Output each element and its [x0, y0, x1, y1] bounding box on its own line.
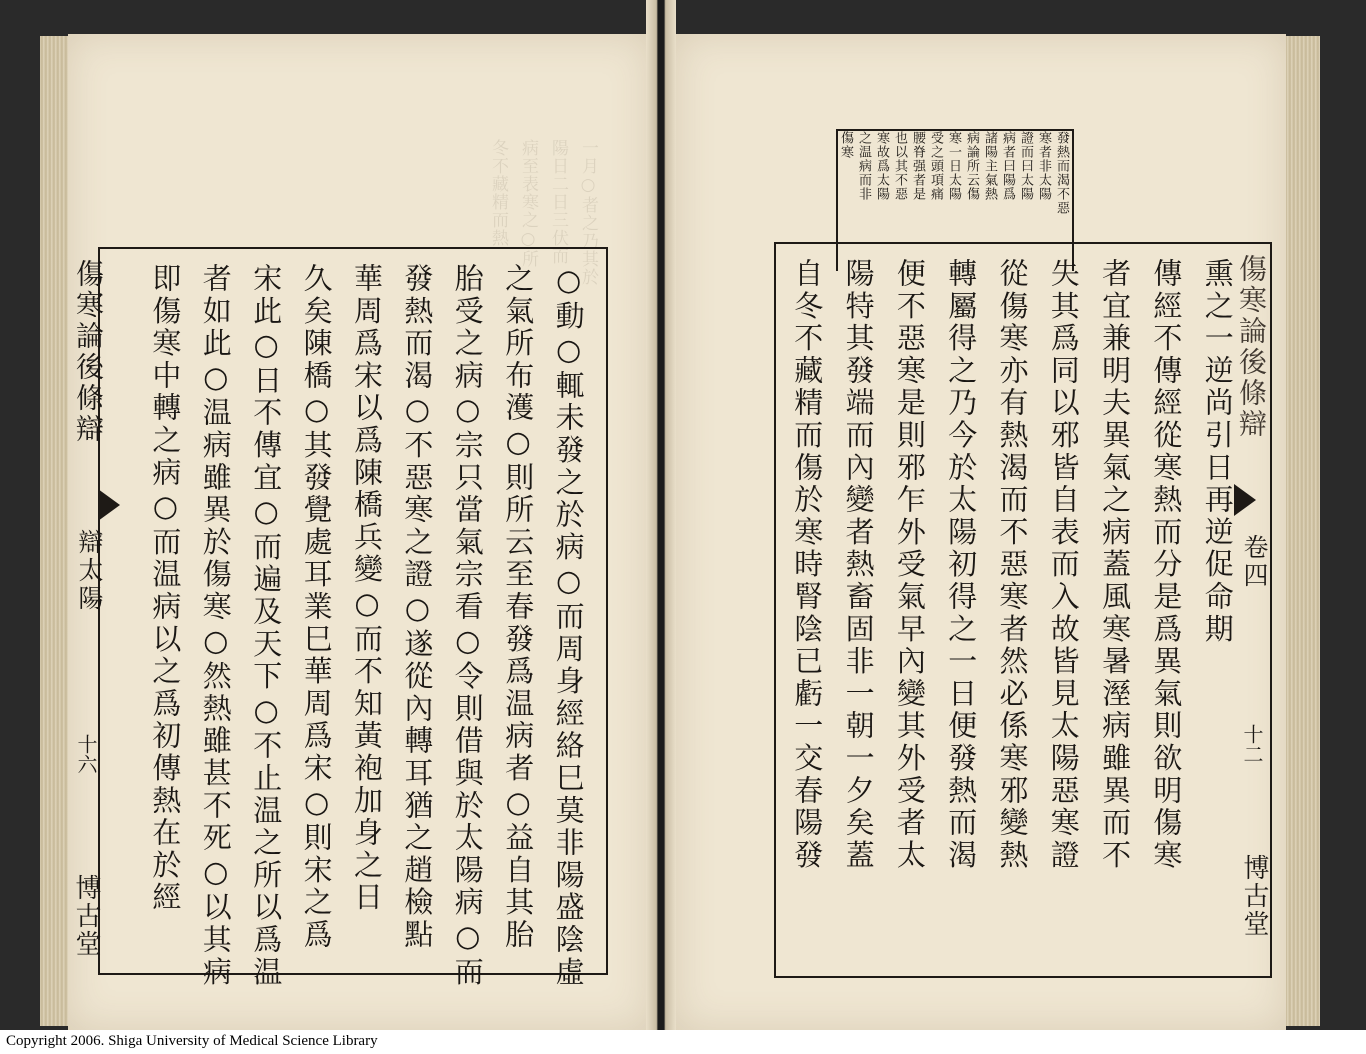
- right-head-note-9: 腰脊强者是: [910, 131, 925, 201]
- right-text-column-3: 者宜兼明夫異氣之病蓋風寒暑溼病雖異而不: [1098, 258, 1133, 872]
- left-text-column-7: 宋此○日不傳宜○而遍及天下○不止温之所以爲温: [249, 263, 284, 989]
- left-page-frame: [98, 247, 608, 989]
- left-margin-title: 傷寒論後條辯: [72, 259, 105, 445]
- left-text-column-3: 胎受之病○宗只當氣宗看○令則借與於太陽病○而: [450, 263, 485, 989]
- right-text-column-9: 自冬不藏精而傷於寒時腎陰已虧一交春陽發: [790, 258, 825, 872]
- left-publisher: 博古堂: [71, 874, 101, 958]
- left-text-column-6: 久矣陳橋○其發覺處耳業巳華周爲宋○則宋之爲: [299, 263, 334, 952]
- left-bleed-column-1: 一月○者之乃其於: [578, 139, 598, 286]
- left-text-column-9: 即傷寒中轉之病○而温病以之爲初傳熱在於經: [148, 263, 183, 914]
- right-head-note-12: 之温病而非: [856, 131, 871, 201]
- right-head-note-8: 受之頭項痛: [928, 131, 943, 201]
- left-page-number: 十六: [74, 734, 98, 774]
- left-section-label: 辯太陽: [75, 529, 104, 613]
- left-text-column-2: 之氣所布濩○則所云至春發爲温病者○益自其胎: [501, 263, 536, 952]
- right-page-edges: [1280, 36, 1320, 1026]
- right-head-note-4: 病者曰陽爲: [1000, 131, 1015, 201]
- right-page-number: 十二: [1240, 724, 1264, 764]
- right-text-column-5: 從傷寒亦有熱渴而不惡寒者然必係寒邪變熱: [995, 258, 1030, 872]
- right-text-column-8: 陽特其發端而內變者熱畜固非一朝一夕矣蓋: [841, 258, 876, 872]
- book-spine: [646, 0, 676, 1030]
- right-head-note-1: 發熱而渴不惡: [1054, 131, 1069, 215]
- right-text-column-2: 傳經不傳經從寒熱而分是爲異氣則欲明傷寒: [1149, 258, 1184, 872]
- right-text-column-7: 便不惡寒是則邪乍外受氣早內變其外受者太: [892, 258, 927, 872]
- right-head-note-7: 寒一日太陽: [946, 131, 961, 201]
- right-page-frame: [774, 242, 1272, 978]
- right-head-note-5: 諸陽主氣熱: [982, 131, 997, 201]
- right-head-note-11: 寒故爲太陽: [874, 131, 889, 201]
- left-bleed-column-4: 冬不藏精而熱: [488, 139, 508, 247]
- right-text-column-4: 失其爲同以邪皆自表而入故皆見太陽惡寒證: [1046, 258, 1081, 872]
- right-publisher: 博古堂: [1239, 854, 1269, 938]
- right-head-note-6: 病論所云傷: [964, 131, 979, 201]
- left-text-column-1: ○動○輒未發之於病○而周身經絡巳莫非陽盛陰虛: [551, 263, 586, 989]
- right-text-column-1: 熏之一逆尚引日再逆促命期: [1200, 258, 1235, 646]
- copyright-notice: Copyright 2006. Shiga University of Medical Science Library: [6, 1033, 378, 1049]
- left-bleed-column-3: 病至表寒之○所: [518, 139, 538, 268]
- right-page: [676, 34, 1286, 1030]
- right-fish-tail-mark: [1234, 484, 1256, 516]
- right-margin-title: 傷寒論後條辯: [1235, 254, 1268, 440]
- left-page: [68, 34, 650, 1030]
- left-text-column-4: 發熱而渴○不惡寒之證○遂從內轉耳猶之趙檢點: [400, 263, 435, 952]
- right-head-note-3: 證而曰太陽: [1018, 131, 1033, 201]
- right-text-columns: [790, 258, 1252, 964]
- right-text-column-6: 轉屬得之乃今於太陽初得之一日便發熱而渴: [944, 258, 979, 872]
- left-fish-tail-mark: [98, 489, 120, 521]
- left-text-column-5: 華周爲宋以爲陳橋兵變○而不知黃袍加身之日: [350, 263, 384, 914]
- left-page-edges: [40, 36, 70, 1026]
- left-text-columns: [148, 263, 602, 989]
- left-text-column-8: 者如此○温病雖異於傷寒○然熱雖甚不死○以其病: [198, 263, 233, 989]
- right-head-note-10: 也以其不惡: [892, 131, 907, 201]
- left-bleed-column-2: 陽日二日三伏而: [548, 139, 568, 265]
- right-head-note-2: 寒者非太陽: [1036, 131, 1051, 201]
- right-section-label: 卷四: [1240, 534, 1269, 590]
- right-head-note-13: 傷寒: [838, 131, 853, 159]
